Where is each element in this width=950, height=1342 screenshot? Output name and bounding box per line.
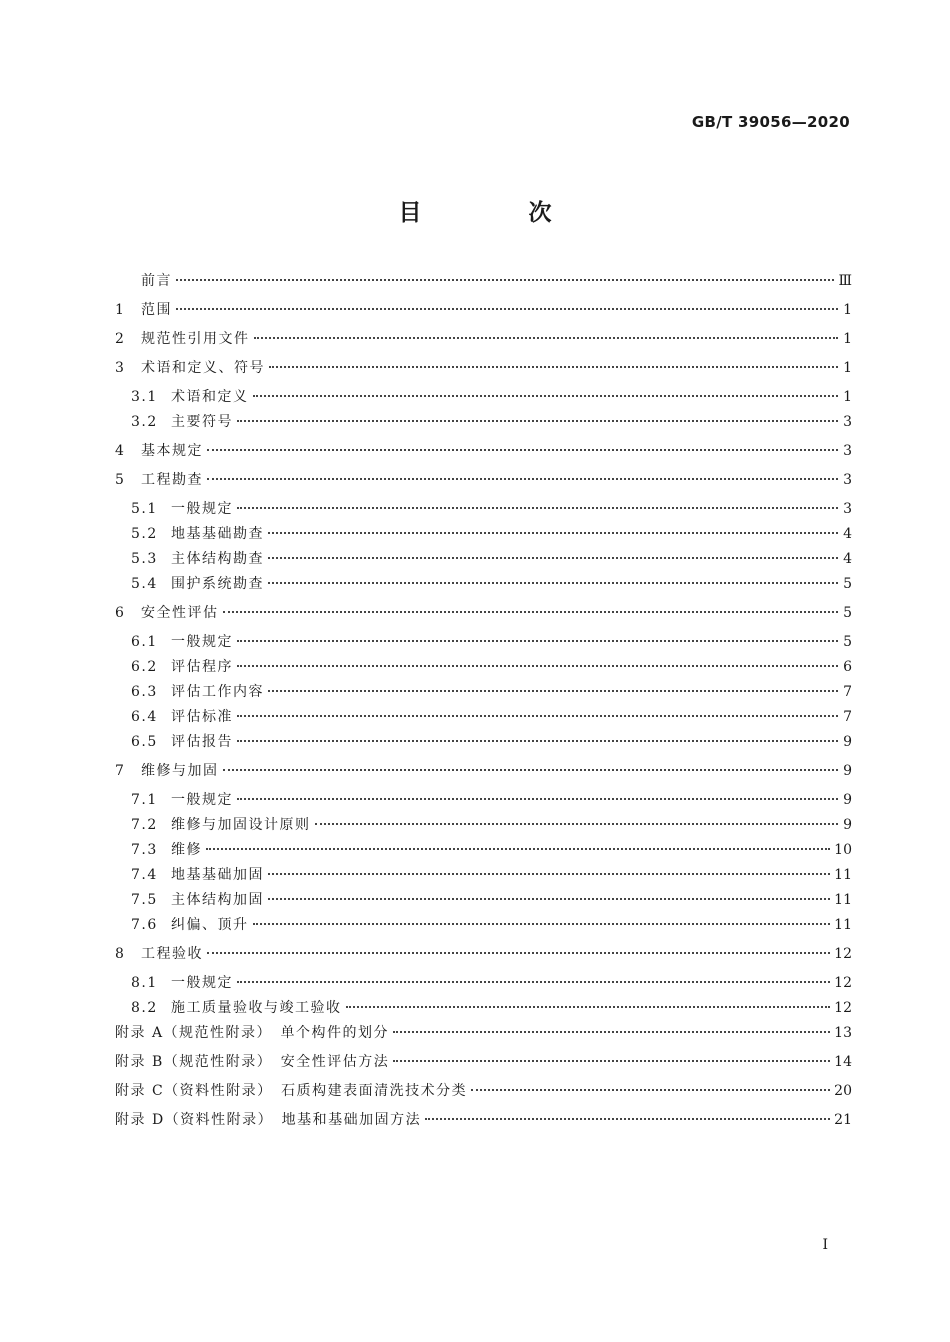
toc-dot-leader	[176, 279, 834, 281]
toc-dot-leader	[253, 923, 831, 925]
toc-entry[interactable]	[115, 889, 852, 914]
toc-entry[interactable]	[115, 357, 852, 386]
toc-entry-number: 6.5	[131, 734, 158, 750]
toc-entry-label: 维修与加固设计原则	[171, 817, 311, 833]
table-of-contents	[115, 270, 852, 1138]
toc-entry-number: 5	[115, 472, 126, 488]
toc-entry-label: 维修	[171, 842, 202, 858]
standard-code: GB/T 39056—2020	[691, 113, 850, 131]
toc-dot-leader	[237, 715, 838, 717]
toc-entry-number: 7.4	[131, 867, 158, 883]
toc-dot-leader	[176, 308, 838, 310]
toc-entry-page: 11	[834, 917, 852, 933]
toc-entry[interactable]	[115, 299, 852, 328]
toc-entry-page: 11	[834, 892, 852, 908]
toc-entry-page: 1	[843, 389, 852, 405]
toc-dot-leader	[393, 1031, 830, 1033]
toc-entry[interactable]	[115, 914, 852, 939]
toc-entry-label: 一般规定	[171, 975, 233, 991]
toc-dot-leader	[253, 395, 839, 397]
toc-entry-page: 12	[834, 1000, 852, 1016]
toc-entry[interactable]	[115, 864, 852, 889]
toc-entry-page: 9	[843, 763, 852, 779]
toc-entry-label: 基本规定	[141, 443, 203, 459]
toc-entry-label: 安全性评估	[141, 605, 219, 621]
toc-entry[interactable]	[115, 789, 852, 814]
toc-dot-leader	[207, 449, 838, 451]
toc-dot-leader	[393, 1060, 830, 1062]
toc-entry[interactable]	[115, 972, 852, 997]
toc-entry-page: 5	[843, 634, 852, 650]
toc-entry-number: 7	[115, 763, 126, 779]
toc-entry[interactable]	[115, 706, 852, 731]
toc-entry-page: 11	[834, 867, 852, 883]
page-number: I	[822, 1237, 828, 1253]
toc-dot-leader	[268, 690, 838, 692]
toc-dot-leader	[223, 611, 839, 613]
toc-dot-leader	[237, 640, 838, 642]
toc-entry[interactable]	[115, 1051, 852, 1080]
toc-title: 目 次	[398, 200, 594, 226]
toc-entry-number: 8	[115, 946, 126, 962]
toc-entry[interactable]	[115, 270, 852, 299]
toc-entry-label: 范围	[141, 302, 172, 318]
toc-entry-label: 术语和定义	[171, 389, 249, 405]
toc-entry-page: 9	[843, 734, 852, 750]
toc-entry[interactable]	[115, 498, 852, 523]
toc-entry-number: 3.2	[131, 414, 158, 430]
toc-entry-number: 6.2	[131, 659, 158, 675]
toc-entry[interactable]	[115, 573, 852, 598]
toc-entry-page: 14	[834, 1054, 852, 1070]
toc-entry-page: 21	[834, 1112, 852, 1128]
toc-entry-number: 5.1	[131, 501, 158, 517]
toc-entry[interactable]	[115, 440, 852, 469]
toc-entry-page: 7	[843, 684, 852, 700]
toc-entry-number: 6	[115, 605, 126, 621]
toc-entry-label: 工程勘查	[141, 472, 203, 488]
toc-entry-page: 3	[843, 414, 852, 430]
toc-dot-leader	[237, 665, 838, 667]
toc-dot-leader	[315, 823, 839, 825]
toc-entry-number: 3.1	[131, 389, 158, 405]
toc-entry-page: 5	[843, 576, 852, 592]
toc-entry-page: 1	[843, 331, 852, 347]
toc-entry-page: 20	[834, 1083, 852, 1099]
toc-entry-label: 地基基础加固	[171, 867, 264, 883]
toc-entry-label: 一般规定	[171, 501, 233, 517]
toc-dot-leader	[237, 507, 838, 509]
toc-entry-page: 7	[843, 709, 852, 725]
toc-entry[interactable]	[115, 839, 852, 864]
toc-entry-number: 5.3	[131, 551, 158, 567]
toc-entry-number: 3	[115, 360, 126, 376]
toc-entry[interactable]	[115, 631, 852, 656]
toc-entry[interactable]	[115, 997, 852, 1022]
toc-entry[interactable]	[115, 523, 852, 548]
toc-entry-label: 主体结构勘查	[171, 551, 264, 567]
toc-dot-leader	[269, 366, 838, 368]
toc-entry-page: 9	[843, 817, 852, 833]
toc-entry-label: 附录 B（规范性附录） 安全性评估方法	[115, 1054, 390, 1070]
toc-entry[interactable]	[115, 328, 852, 357]
toc-entry-number: 2	[115, 331, 126, 347]
toc-dot-leader	[254, 337, 839, 339]
toc-entry-label: 附录 C（资料性附录） 石质构建表面清洗技术分类	[115, 1083, 468, 1099]
toc-entry[interactable]	[115, 1080, 852, 1109]
toc-entry-page: 3	[843, 472, 852, 488]
toc-entry[interactable]	[115, 548, 852, 573]
toc-dot-leader	[237, 798, 838, 800]
toc-entry-number: 7.5	[131, 892, 158, 908]
toc-entry-page: 13	[834, 1025, 852, 1041]
toc-entry-page: 3	[843, 443, 852, 459]
toc-entry-number: 7.3	[131, 842, 158, 858]
toc-entry[interactable]	[115, 469, 852, 498]
toc-entry-page: 1	[843, 360, 852, 376]
toc-entry-number: 7.6	[131, 917, 158, 933]
toc-dot-leader	[268, 557, 838, 559]
toc-entry-label: 施工质量验收与竣工验收	[171, 1000, 342, 1016]
toc-entry-page: Ⅲ	[838, 273, 852, 289]
toc-entry-page: 12	[834, 975, 852, 991]
toc-dot-leader	[237, 981, 830, 983]
toc-dot-leader	[237, 740, 838, 742]
toc-entry-label: 维修与加固	[141, 763, 219, 779]
toc-entry-label: 主体结构加固	[171, 892, 264, 908]
toc-dot-leader	[346, 1006, 831, 1008]
toc-entry-label: 规范性引用文件	[141, 331, 250, 347]
toc-entry-page: 12	[834, 946, 852, 962]
toc-entry-number: 8.2	[131, 1000, 158, 1016]
toc-entry-label: 前言	[141, 273, 172, 289]
toc-entry-label: 纠偏、顶升	[171, 917, 249, 933]
toc-entry[interactable]	[115, 411, 852, 436]
toc-dot-leader	[207, 952, 830, 954]
toc-entry-number: 5.2	[131, 526, 158, 542]
toc-entry[interactable]	[115, 656, 852, 681]
toc-dot-leader	[268, 873, 830, 875]
toc-entry-page: 4	[843, 526, 852, 542]
toc-entry-number: 6.3	[131, 684, 158, 700]
toc-entry-label: 附录 A（规范性附录） 单个构件的划分	[115, 1025, 390, 1041]
toc-entry-page: 3	[843, 501, 852, 517]
toc-dot-leader	[237, 420, 838, 422]
toc-entry-label: 评估报告	[171, 734, 233, 750]
toc-entry[interactable]	[115, 1109, 852, 1138]
toc-dot-leader	[268, 532, 838, 534]
toc-entry[interactable]	[115, 943, 852, 972]
toc-entry[interactable]	[115, 386, 852, 411]
toc-entry[interactable]	[115, 602, 852, 631]
toc-entry-label: 评估程序	[171, 659, 233, 675]
toc-entry-page: 10	[834, 842, 852, 858]
toc-entry-label: 围护系统勘查	[171, 576, 264, 592]
toc-entry-label: 附录 D（资料性附录） 地基和基础加固方法	[115, 1112, 422, 1128]
toc-entry-label: 工程验收	[141, 946, 203, 962]
toc-entry[interactable]	[115, 1022, 852, 1051]
toc-entry-page: 4	[843, 551, 852, 567]
toc-entry-number: 7.2	[131, 817, 158, 833]
toc-entry-label: 一般规定	[171, 792, 233, 808]
toc-entry[interactable]	[115, 814, 852, 839]
toc-dot-leader	[268, 898, 830, 900]
toc-entry-page: 6	[843, 659, 852, 675]
toc-dot-leader	[206, 848, 830, 850]
toc-entry-number: 6.1	[131, 634, 158, 650]
toc-entry[interactable]	[115, 681, 852, 706]
toc-entry-label: 评估工作内容	[171, 684, 264, 700]
toc-entry-page: 1	[843, 302, 852, 318]
toc-entry[interactable]	[115, 760, 852, 789]
toc-entry-page: 5	[843, 605, 852, 621]
toc-entry-label: 主要符号	[171, 414, 233, 430]
toc-dot-leader	[471, 1089, 830, 1091]
toc-entry-label: 地基基础勘查	[171, 526, 264, 542]
toc-dot-leader	[223, 769, 839, 771]
toc-entry[interactable]	[115, 731, 852, 756]
toc-entry-label: 评估标准	[171, 709, 233, 725]
toc-entry-page: 9	[843, 792, 852, 808]
toc-dot-leader	[425, 1118, 830, 1120]
toc-entry-number: 6.4	[131, 709, 158, 725]
toc-dot-leader	[207, 478, 838, 480]
toc-dot-leader	[268, 582, 838, 584]
toc-entry-number: 7.1	[131, 792, 158, 808]
toc-entry-label: 术语和定义、符号	[141, 360, 265, 376]
toc-entry-number: 5.4	[131, 576, 158, 592]
toc-entry-number: 4	[115, 443, 126, 459]
toc-entry-number: 8.1	[131, 975, 158, 991]
toc-entry-number: 1	[115, 302, 126, 318]
toc-entry-label: 一般规定	[171, 634, 233, 650]
